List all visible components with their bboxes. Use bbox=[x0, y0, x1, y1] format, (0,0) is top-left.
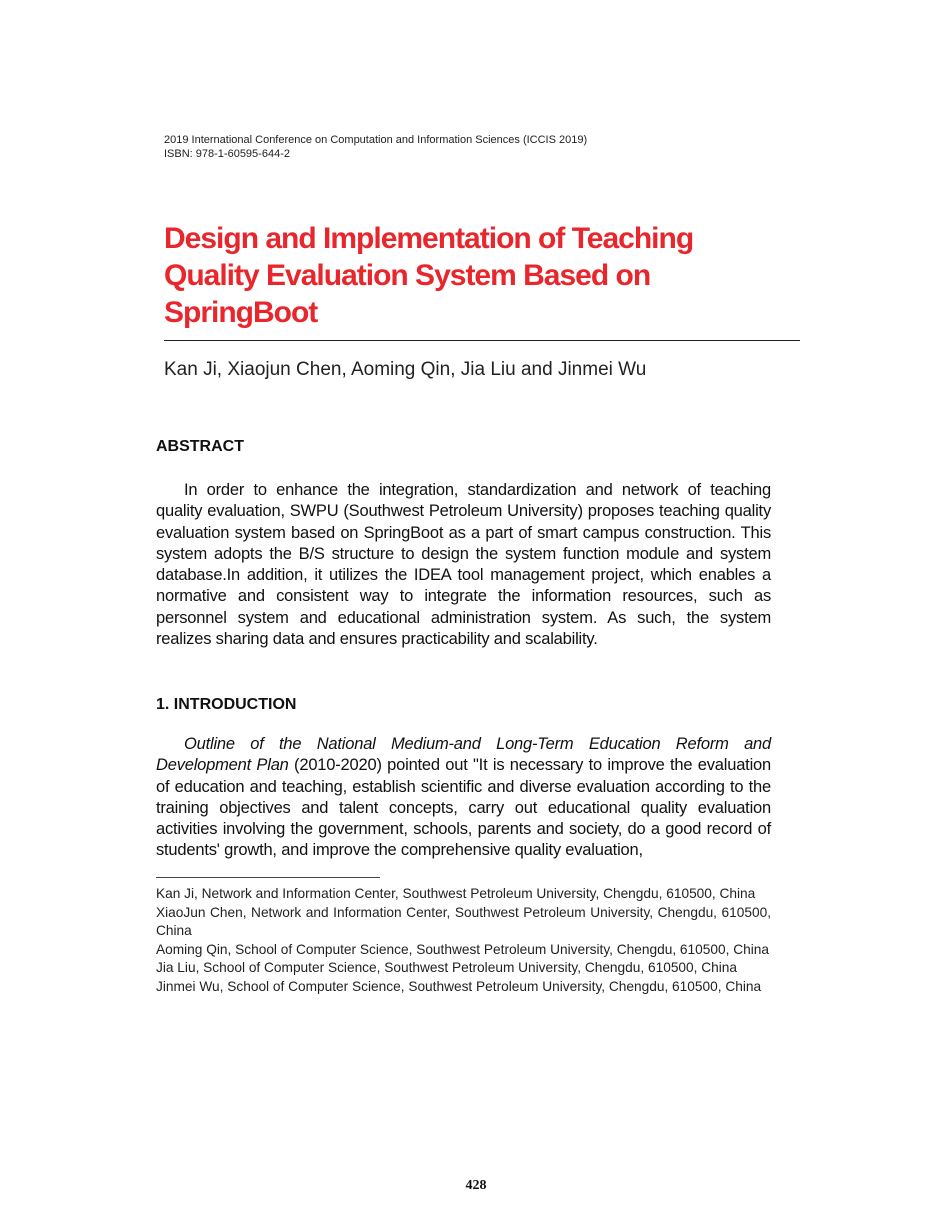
abstract-text: In order to enhance the integration, standardization and network of teaching quality evaluation, SWPU (Southwest Petroleum University) proposes teaching quality evaluation system based on SpringBoot as a part of smart campus construction. This system adopts the B/S structure to design the system function module and system database.In addition, it utilizes the IDEA tool management project, which enables a normative and consistent way to integrate the information resources, such as personnel system and educational administration system. As such, the system realizes sharing data and ensures practicability and scalability. bbox=[156, 481, 771, 649]
conference-name: 2019 International Conference on Computation and Information Sciences (ICCIS 2019) bbox=[164, 134, 588, 146]
title-divider bbox=[164, 340, 800, 341]
footnote-item: Aoming Qin, School of Computer Science, Southwest Petroleum University, Chengdu, 610500, China bbox=[156, 941, 769, 957]
plan-title-italic: Outline of the National Medium-and Long-Term Education Reform and Development Plan bbox=[156, 735, 771, 775]
footnotes bbox=[156, 885, 771, 997]
page-number: 428 bbox=[465, 1178, 487, 1193]
footnote-item: Jia Liu, School of Computer Science, Southwest Petroleum University, Chengdu, 610500, China bbox=[156, 960, 738, 976]
footnote-divider bbox=[156, 877, 380, 878]
isbn: ISBN: 978-1-60595-644-2 bbox=[164, 148, 290, 160]
introduction-text bbox=[156, 734, 771, 862]
paper-title: Design and Implementation of Teaching Quality Evaluation System Based on SpringBoot bbox=[164, 222, 694, 329]
footnote-item: Kan Ji, Network and Information Center, Southwest Petroleum University, Chengdu, 610500, China bbox=[156, 886, 756, 901]
author-list: Kan Ji, Xiaojun Chen, Aoming Qin, Jia Liu and Jinmei Wu bbox=[164, 359, 647, 380]
footnote-item: XiaoJun Chen, Network and Information Center, Southwest Petroleum University, Chengdu, 610500, China bbox=[156, 904, 771, 939]
conference-header bbox=[164, 133, 587, 161]
abstract-heading: ABSTRACT bbox=[156, 438, 244, 455]
introduction-body: (2010-2020) pointed out "It is necessary to improve the evaluation of education and teaching, establish scientific and diverse evaluation according to the training objectives and talent concepts, carry out educational quality evaluation activities involving the government, schools, parents and society, do a good record of students' growth, and improve the comprehensive quality evaluation, bbox=[156, 756, 771, 860]
introduction-heading: 1. INTRODUCTION bbox=[156, 696, 297, 713]
footnote-item: Jinmei Wu, School of Computer Science, Southwest Petroleum University, Chengdu, 610500, China bbox=[156, 978, 762, 994]
